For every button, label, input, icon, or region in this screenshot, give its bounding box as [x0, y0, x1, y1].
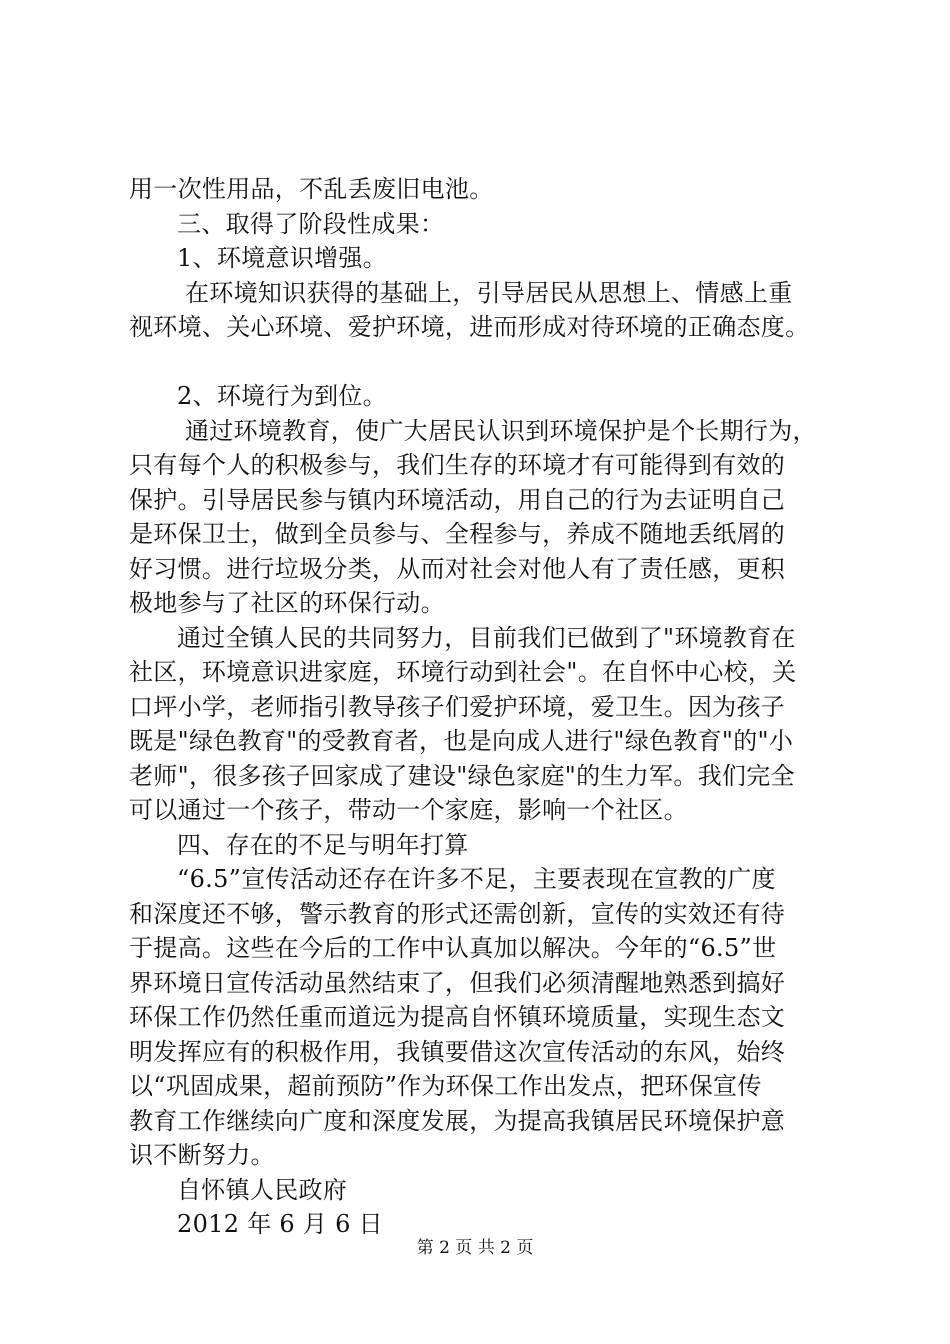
page-footer: [0, 1237, 950, 1259]
paragraph-line: 老师"，很多孩子回家成了建设"绿色家庭"的生力军。我们完全: [129, 761, 795, 790]
paragraph-line: 社区，环境意识进家庭，环境行动到社会"。在自怀中心校，关: [129, 658, 797, 686]
paragraph-line: 环保工作仍然任重而道远为提高自怀镇环境质量，实现生态文: [129, 1003, 786, 1031]
paragraph-line: 既是"绿色教育"的受教育者，也是向成人进行"绿色教育"的"小: [129, 727, 794, 755]
paragraph-line: 用一次性用品，不乱丢废旧电池。: [129, 175, 494, 203]
paragraph-line: 教育工作继续向广度和深度发展，为提高我镇居民环境保护意: [129, 1106, 786, 1135]
paragraph-line: 可以通过一个孩子，带动一个家庭，影响一个社区。: [129, 796, 688, 824]
signature-date: 2012 年 6 月 6 日: [177, 1210, 383, 1238]
paragraph-line: 明发挥应有的积极作用，我镇要借这次宣传活动的东风，始终: [129, 1037, 786, 1066]
signature-org: 自怀镇人民政府: [177, 1175, 348, 1204]
paragraph-line: 只有每个人的积极参与，我们生存的环境才有可能得到有效的: [129, 451, 786, 479]
paragraph-line: “6.5”宣传活动还存在许多不足，主要表现在宣教的广度: [177, 865, 776, 893]
page-number: 第 2 页 共 2 页: [416, 1238, 534, 1258]
subsection-heading: 1、环境意识增强。: [177, 244, 387, 272]
blank-line: [129, 345, 849, 380]
section-heading: 三、取得了阶段性成果：: [177, 209, 445, 238]
document-body: [129, 172, 849, 1242]
paragraph-line: 识不断努力。: [129, 1141, 275, 1169]
paragraph-line: 极地参与了社区的环保行动。: [129, 589, 445, 617]
paragraph-line: 界环境日宣传活动虽然结束了，但我们必须清醒地熟悉到搞好: [129, 968, 786, 997]
paragraph-line: 视环境、关心环境、爱护环境，进而形成对待环境的正确态度。: [129, 313, 810, 341]
paragraph-line: 在环境知识获得的基础上，引导居民从思想上、情感上重: [185, 278, 793, 307]
paragraph-line: 和深度还不够，警示教育的形式还需创新，宣传的实效还有待: [129, 899, 786, 928]
paragraph-line: 通过环境教育，使广大居民认识到环境保护是个长期行为，: [185, 416, 817, 445]
paragraph-line: 通过全镇人民的共同努力，目前我们已做到了"环境教育在: [177, 623, 796, 652]
paragraph-line: 口坪小学，老师指引教导孩子们爱护环境，爱卫生。因为孩子: [129, 692, 786, 721]
paragraph-line: 好习惯。进行垃圾分类，从而对社会对他人有了责任感，更积: [129, 554, 786, 583]
paragraph-line: 保护。引导居民参与镇内环境活动，用自己的行为去证明自己: [129, 485, 786, 514]
paragraph-line: 以“巩固成果，超前预防”作为环保工作出发点，把环保宣传: [129, 1072, 762, 1100]
section-heading: 四、存在的不足与明年打算: [177, 830, 469, 859]
paragraph-line: 是环保卫士，做到全员参与、全程参与，养成不随地丢纸屑的: [129, 520, 786, 548]
subsection-heading: 2、环境行为到位。: [177, 382, 387, 410]
paragraph-line: 于提高。这些在今后的工作中认真加以解决。今年的“6.5”世: [129, 934, 777, 962]
